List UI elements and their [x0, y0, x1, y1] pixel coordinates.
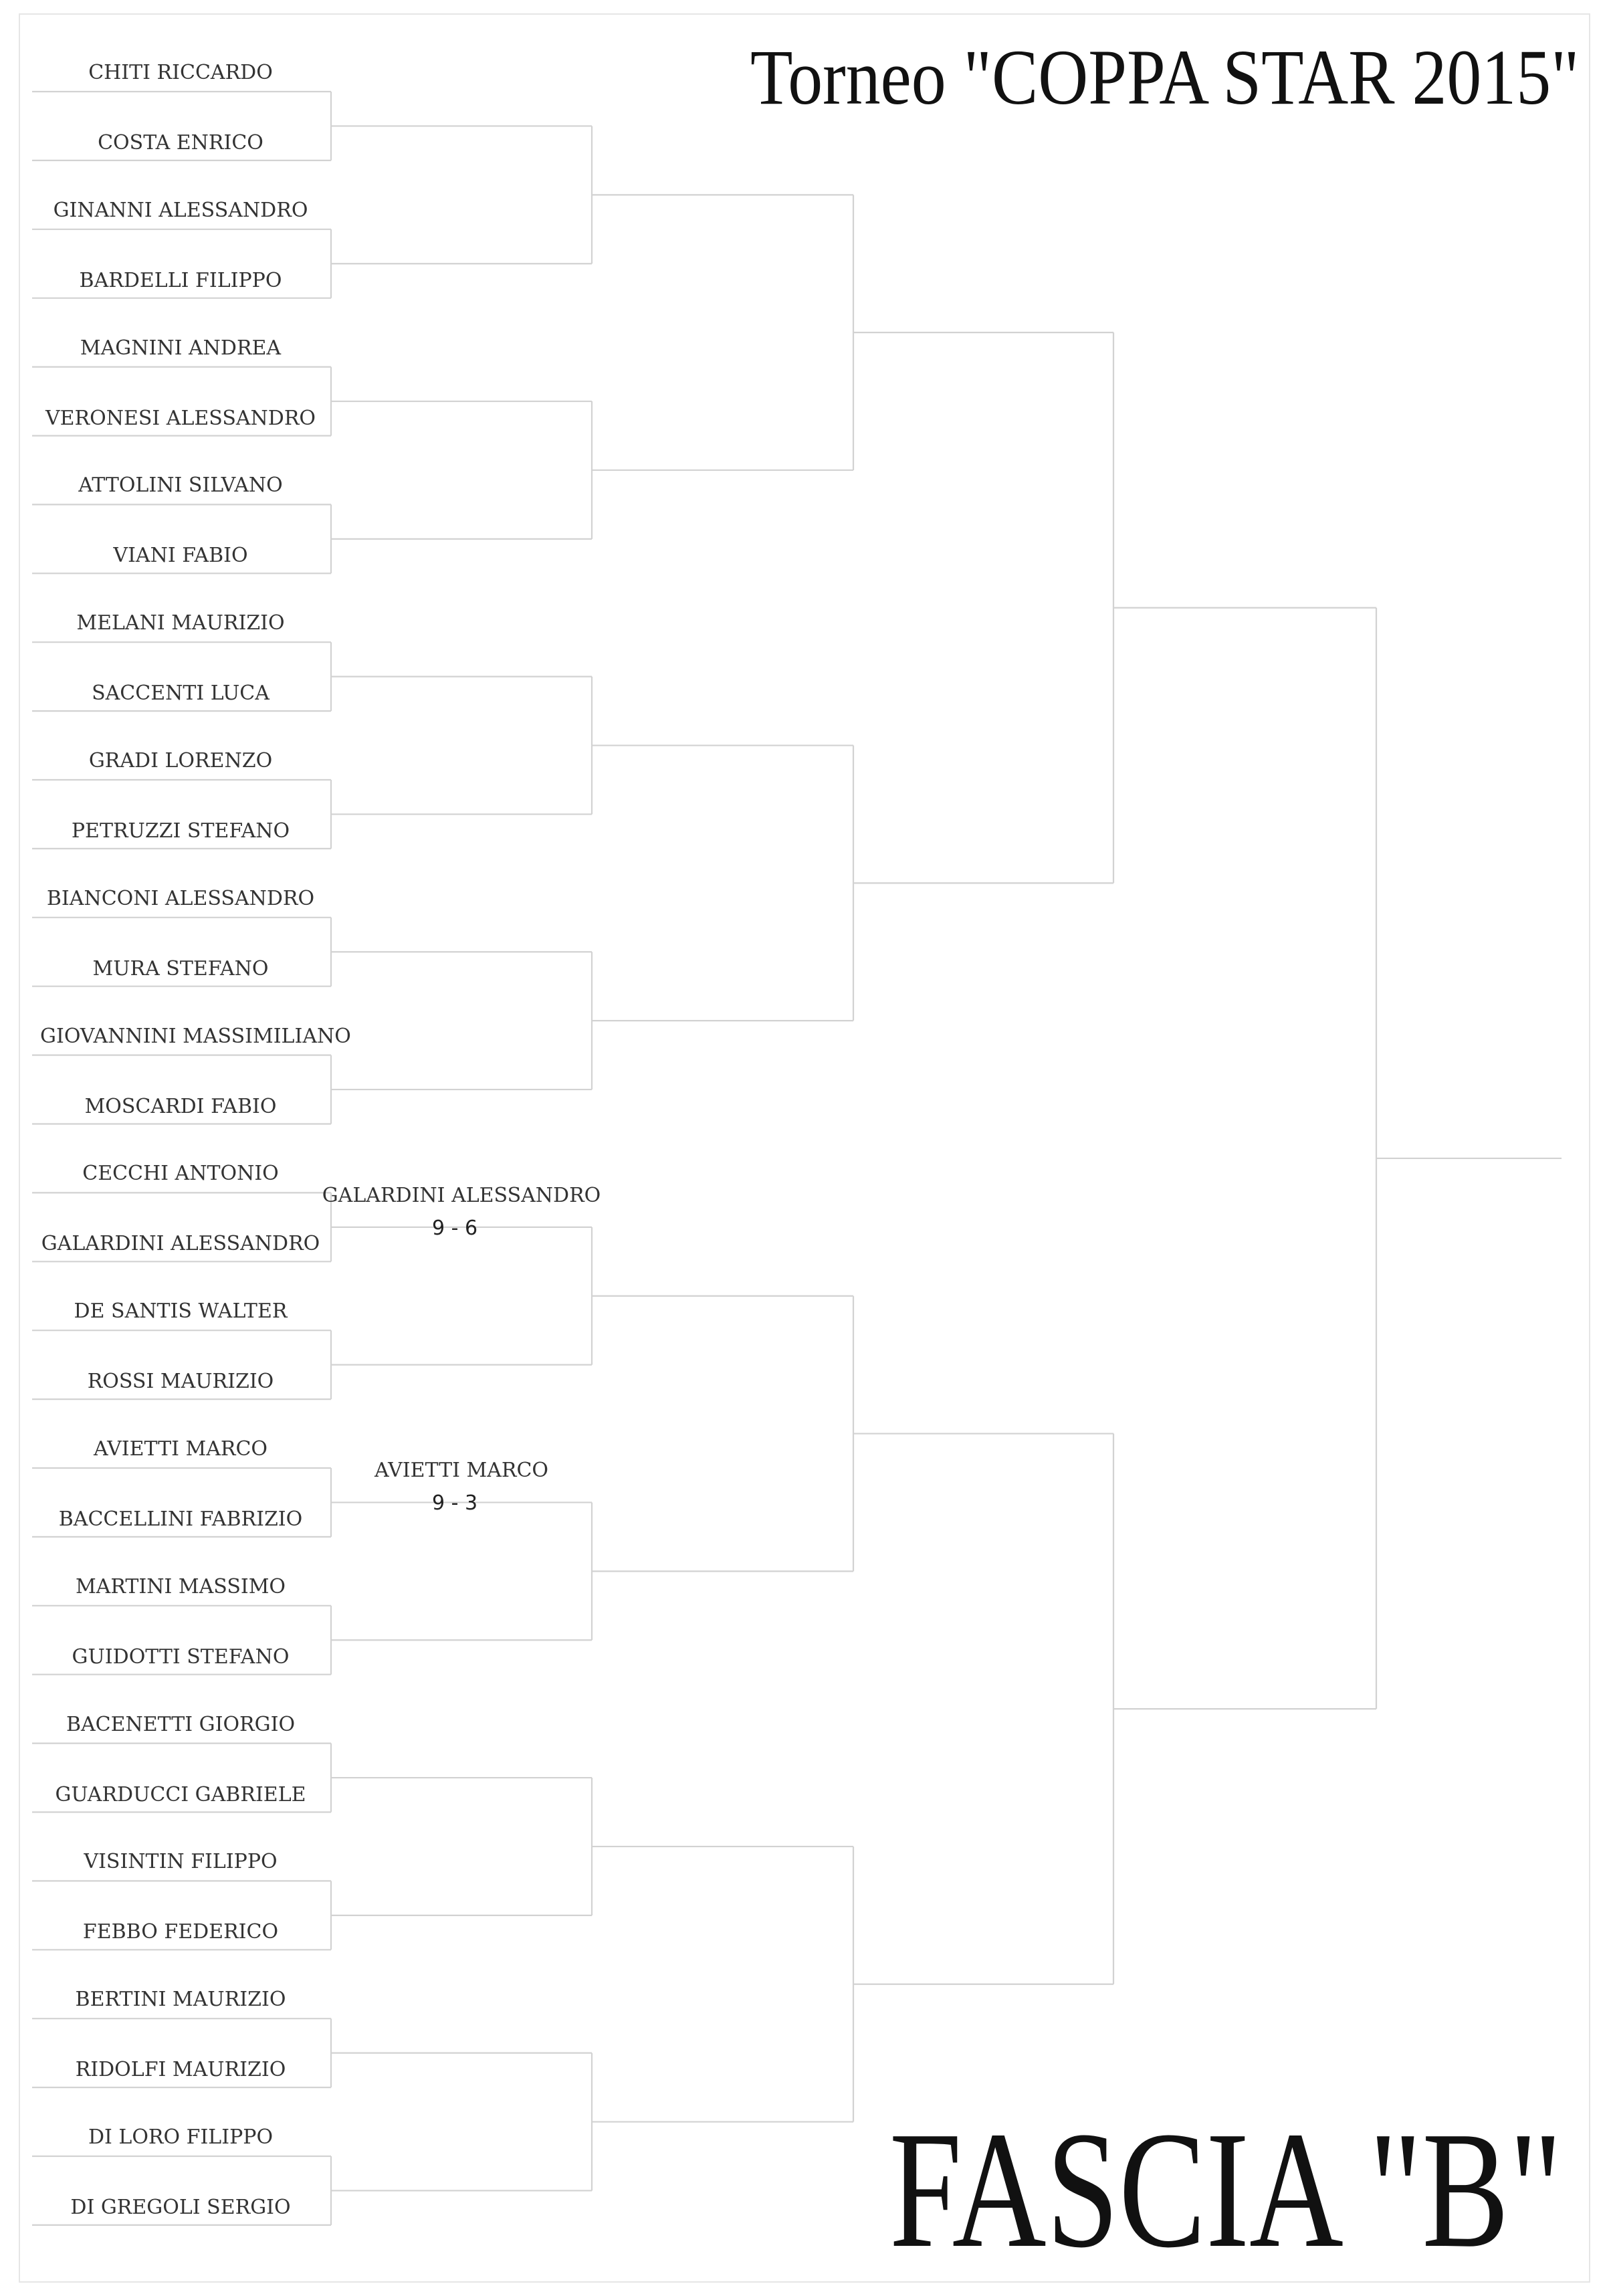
player-name: BARDELLI FILIPPO — [79, 268, 282, 292]
player-name: MELANI MAURIZIO — [76, 611, 285, 635]
player-name: DI LORO FILIPPO — [88, 2125, 274, 2149]
player-name: PETRUZZI STEFANO — [71, 819, 290, 843]
player-name: GALARDINI ALESSANDRO — [41, 1232, 320, 1256]
player-name: BIANCONI ALESSANDRO — [46, 886, 315, 910]
player-name: GUARDUCCI GABRIELE — [55, 1782, 306, 1806]
player-name: GINANNI ALESSANDRO — [53, 198, 308, 222]
player-name: MURA STEFANO — [92, 956, 269, 980]
player-name: MOSCARDI FABIO — [84, 1094, 277, 1118]
player-name: BACENETTI GIORGIO — [66, 1712, 296, 1736]
player-name: GUIDOTTI STEFANO — [72, 1645, 290, 1669]
category-label: FASCIA "B" — [889, 2097, 1562, 2283]
player-name: DE SANTIS WALTER — [74, 1299, 288, 1324]
player-name: GIOVANNINI MASSIMILIANO — [40, 1024, 351, 1048]
match-score: 9 - 3 — [431, 1491, 478, 1516]
player-name: MAGNINI ANDREA — [80, 336, 282, 360]
player-name: MARTINI MASSIMO — [75, 1574, 286, 1598]
player-name: SACCENTI LUCA — [92, 682, 270, 706]
player-name: FEBBO FEDERICO — [82, 1920, 279, 1944]
player-name: CHITI RICCARDO — [88, 61, 273, 84]
match-winner: GALARDINI ALESSANDRO — [322, 1183, 601, 1207]
player-name: AVIETTI MARCO — [93, 1437, 268, 1461]
player-name: CECCHI ANTONIO — [82, 1162, 279, 1186]
player-name: VERONESI ALESSANDRO — [45, 406, 316, 430]
player-name: DI GREGOLI SERGIO — [70, 2195, 291, 2219]
player-name: VIANI FABIO — [113, 544, 248, 568]
player-name: COSTA ENRICO — [98, 130, 263, 154]
player-name: ATTOLINI SILVANO — [78, 474, 283, 498]
tournament-title: Torneo "COPPA STAR 2015" — [750, 33, 1580, 121]
player-name: GRADI LORENZO — [88, 749, 273, 772]
player-name: VISINTIN FILIPPO — [84, 1850, 278, 1874]
player-name: ROSSI MAURIZIO — [87, 1370, 274, 1394]
player-name: BACCELLINI FABRIZIO — [58, 1507, 303, 1531]
player-name: RIDOLFI MAURIZIO — [75, 2058, 286, 2082]
match-score: 9 - 6 — [431, 1216, 478, 1240]
player-name: BERTINI MAURIZIO — [75, 1988, 286, 2012]
match-winner: AVIETTI MARCO — [374, 1459, 549, 1483]
